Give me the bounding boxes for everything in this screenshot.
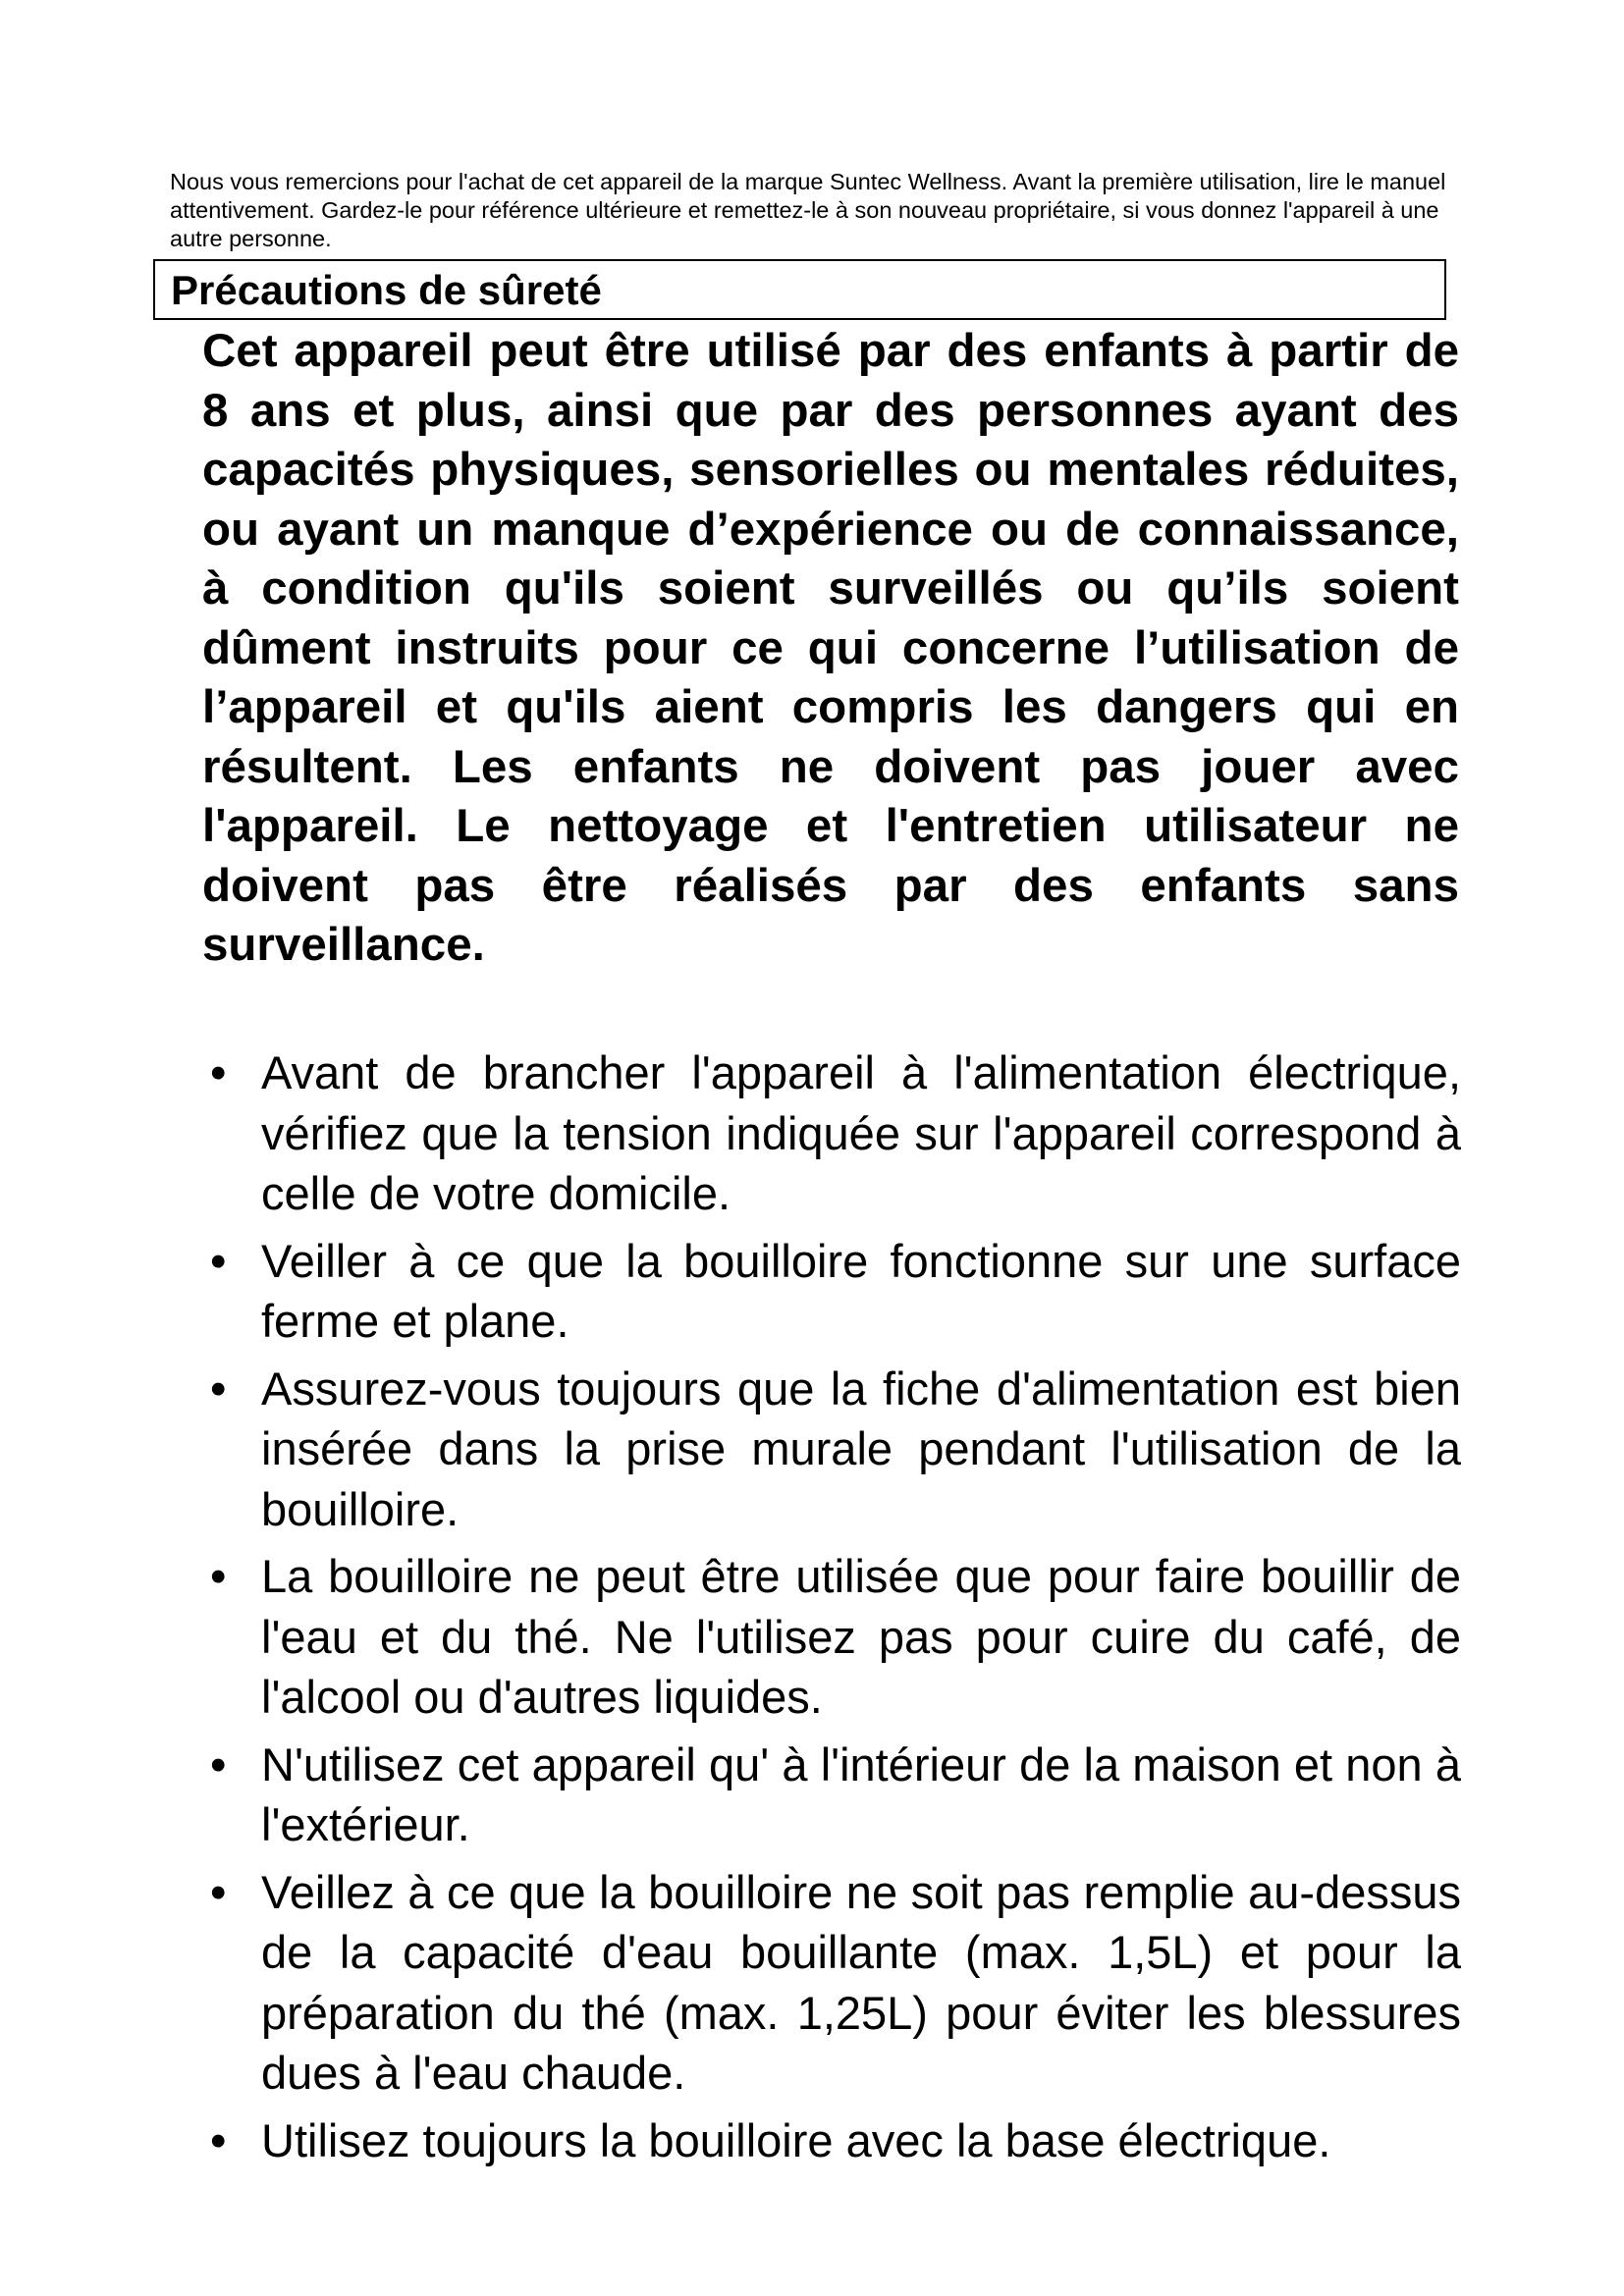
list-item	[210, 1862, 1461, 2104]
list-item-text: Avant de brancher l'appareil à l'alimentation électrique, vérifiez que la tension indiquée sur l'appareil correspond à celle de votre domicile.	[261, 1046, 1461, 1219]
list-item	[210, 1231, 1461, 1352]
list-item-text: Assurez-vous toujours que la fiche d'alimentation est bien insérée dans la prise murale pendant l'utilisation de la bouilloire.	[261, 1362, 1461, 1535]
list-item-text: N'utilisez cet appareil qu' à l'intérieur de la maison et non à l'extérieur.	[261, 1737, 1461, 1850]
precautions-list	[210, 1042, 1461, 2177]
list-item	[210, 1359, 1461, 1540]
intro-paragraph: Nous vous remercions pour l'achat de cet appareil de la marque Suntec Wellness. Avant la première utilisation, lire le manuel attentivement. Gardez-le pour référence ultérieure et remettez-le à son nouveau propriétaire, si vous donnez l'appareil à une autre personne.	[170, 169, 1446, 251]
bullet-icon: •	[210, 2113, 227, 2166]
list-item	[210, 1735, 1461, 1855]
list-item-text: Veiller à ce que la bouilloire fonctionne sur une surface ferme et plane.	[261, 1234, 1461, 1347]
list-item	[210, 1042, 1461, 1224]
list-item-text: La bouilloire ne peut être utilisée que pour faire bouillir de l'eau et du thé. Ne l'utilisez pas pour cuire du café, de l'alcool ou d'autres liquides.	[261, 1550, 1461, 1723]
bullet-icon: •	[210, 1046, 227, 1098]
bullet-icon: •	[210, 1234, 227, 1287]
list-item-text: Utilisez toujours la bouilloire avec la base électrique.	[261, 2113, 1331, 2166]
list-item-text: Veillez à ce que la bouilloire ne soit pas remplie au-dessus de la capacité d'eau bouillante (max. 1,5L) et pour la préparation du thé (max. 1,25L) pour éviter les blessures dues à l'eau chaude.	[261, 1865, 1461, 2099]
bullet-icon: •	[210, 1737, 227, 1790]
section-header-box	[153, 259, 1446, 320]
bullet-icon: •	[210, 1362, 227, 1415]
list-item	[210, 1546, 1461, 1728]
section-title: Précautions de sûreté	[171, 267, 602, 313]
child-safety-warning: Cet appareil peut être utilisé par des enfants à partir de 8 ans et plus, ainsi que par des personnes ayant des capacités physiques, sensorielles ou mentales réduites, ou ayant un manque d’expérience ou de connaissance, à condition qu'ils soient surveillés ou qu’ils soient dûment instruits pour ce qui concerne l’utilisation de l’appareil et qu'ils aient compris les dangers qui en résultent. Les enfants ne doivent pas jouer avec l'appareil. Le nettoyage et l'entretien utilisateur ne doivent pas être réalisés par des enfants sans surveillance.	[202, 325, 1459, 971]
list-item	[210, 2110, 1461, 2171]
bullet-icon: •	[210, 1865, 227, 1918]
bullet-icon: •	[210, 1550, 227, 1602]
